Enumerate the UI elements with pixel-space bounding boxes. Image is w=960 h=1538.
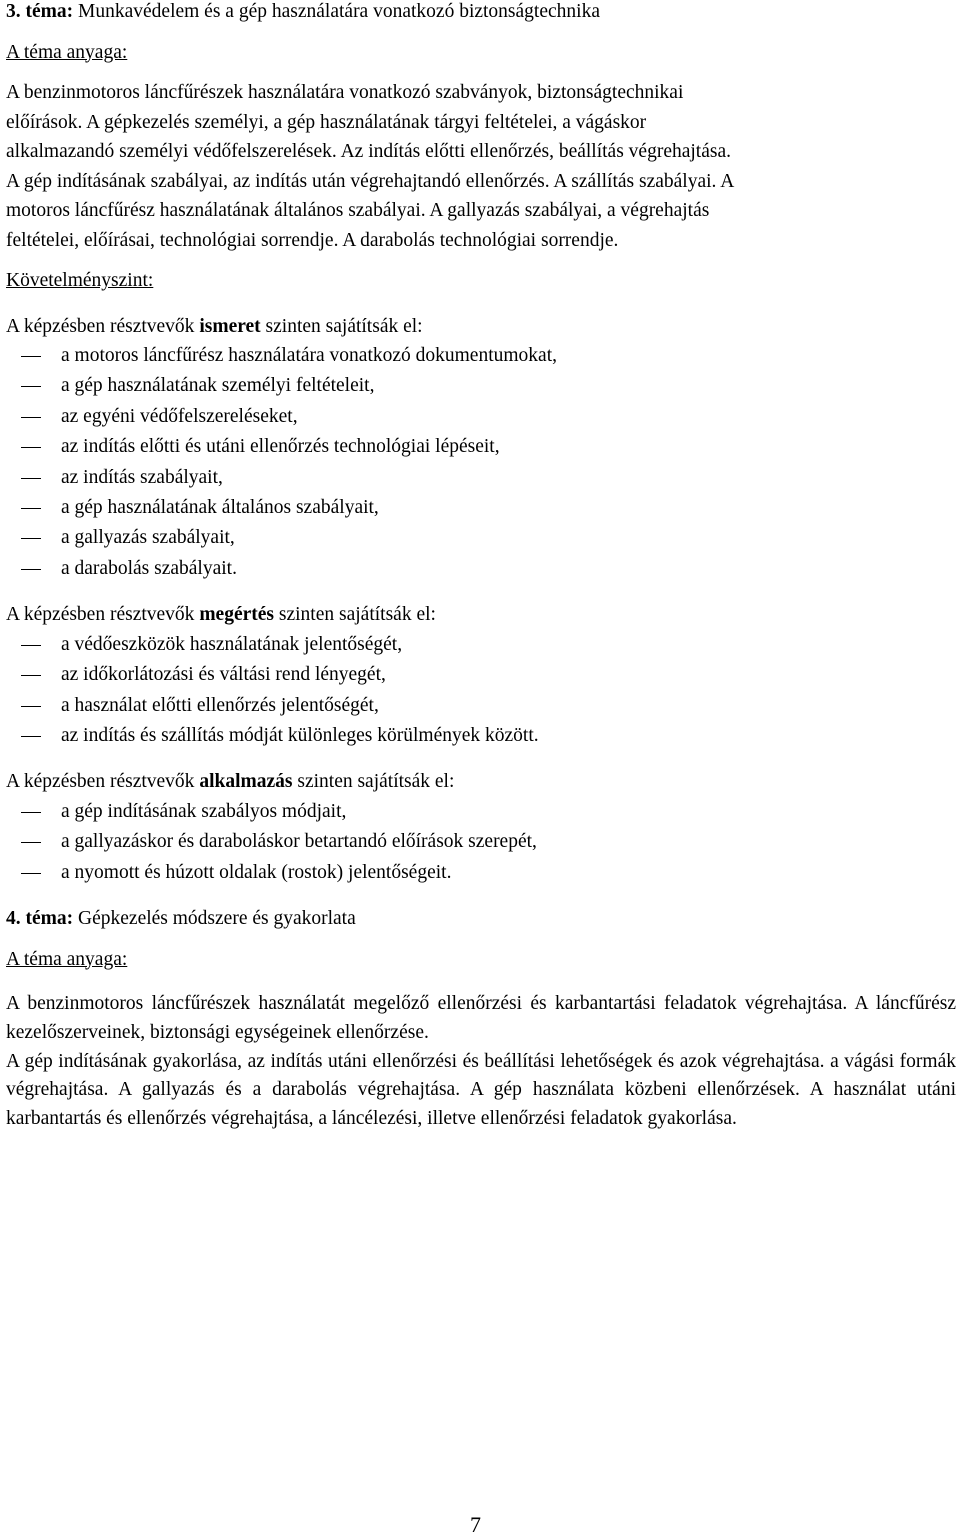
list-item: a motoros láncfűrész használatára vonatkozó dokumentumokat,: [6, 341, 956, 371]
topic-3-heading: [6, 0, 956, 27]
material-line: feltételei, előírásai, technológiai sorrendje. A darabolás technológiai sorrendje.: [6, 229, 619, 251]
understanding-list: [6, 630, 956, 752]
application-level: alkalmazás: [199, 771, 293, 793]
topic-4-heading: [6, 904, 956, 934]
dash-bullet-icon: [21, 812, 41, 813]
material-line: A benzinmotoros láncfűrészek használatára vonatkozó szabványok, biztonságtechnikai: [6, 82, 684, 103]
understanding-intro: A képzésben résztvevők megértés szinten sajátítsák el:: [6, 604, 436, 626]
list-item: az indítás szabályait,: [6, 463, 956, 493]
dash-bullet-icon: [21, 706, 41, 707]
knowledge-list: [6, 341, 956, 584]
dash-bullet-icon: [21, 386, 41, 387]
topic-4-title: Gépkezelés módszere és gyakorlata: [73, 908, 356, 930]
topic-4-paragraph-1: A benzinmotoros láncfűrészek használatát megelőző ellenőrzési és karbantartási feladatok végrehajtása. A láncfűrész kezelőszerveinek, biztonsági egységeinek ellenőrzése.: [6, 993, 956, 1043]
requirement-level-heading: Követelményszint:: [6, 270, 154, 291]
list-item: az időkorlátozási és váltási rend lényegét,: [6, 660, 956, 690]
topic-3-number: 3. téma:: [6, 1, 74, 22]
list-item: a használat előtti ellenőrzés jelentőségét,: [6, 691, 956, 721]
topic-3-material-heading: A téma anyaga:: [6, 41, 128, 63]
list-item: az indítás előtti és utáni ellenőrzés technológiai lépéseit,: [6, 432, 956, 462]
dash-bullet-icon: [21, 569, 41, 570]
dash-bullet-icon: [21, 447, 41, 448]
list-item: a darabolás szabályait.: [6, 554, 956, 584]
application-list: [6, 797, 956, 888]
list-item: a védőeszközök használatának jelentőségét,: [6, 630, 956, 660]
topic-4-paragraph-2: A gép indításának gyakorlása, az indítás utáni ellenőrzési és beállítási lehetőségek és azok végrehajtása. a vágási formák végrehajtása. A gallyazás és a darabolás végrehajtása. A gép használata közbeni ellenőrzések. A használat utáni karbantartás és ellenőrzés végrehajtása, a láncélezési, illetve ellenőrzési feladatok gyakorlása.: [6, 1050, 956, 1130]
list-item: az egyéni védőfelszereléseket,: [6, 402, 956, 432]
list-item: a gép használatának személyi feltételeit,: [6, 371, 956, 401]
topic-4-number: 4. téma:: [6, 908, 74, 930]
material-line: A gép indításának szabályai, az indítás után végrehajtandó ellenőrzés. A szállítás szabályai. A: [6, 170, 735, 192]
list-item: a gép használatának általános szabályait,: [6, 493, 956, 523]
dash-bullet-icon: [21, 356, 41, 357]
dash-bullet-icon: [21, 842, 41, 843]
list-item: az indítás és szállítás módját különleges körülmények között.: [6, 721, 956, 751]
page-number: 7: [470, 1512, 481, 1537]
dash-bullet-icon: [21, 645, 41, 646]
topic-4-material-heading: A téma anyaga:: [6, 948, 128, 970]
topic-3-material: [6, 78, 956, 255]
material-line: alkalmazandó személyi védőfelszerelések. Az indítás előtti ellenőrzés, beállítás végrehajtása.: [6, 141, 731, 162]
dash-bullet-icon: [21, 873, 41, 874]
material-line: motoros láncfűrész használatának általános szabályai. A gallyazás szabályai, a végrehajtás: [6, 200, 710, 221]
list-item: a gallyazás szabályait,: [6, 523, 956, 553]
knowledge-level: ismeret: [199, 315, 261, 337]
topic-3-title: Munkavédelem és a gép használatára vonatkozó biztonságtechnika: [73, 1, 600, 22]
list-item: a gép indításának szabályos módjait,: [6, 797, 956, 827]
dash-bullet-icon: [21, 538, 41, 539]
dash-bullet-icon: [21, 417, 41, 418]
dash-bullet-icon: [21, 478, 41, 479]
dash-bullet-icon: [21, 508, 41, 509]
understanding-level: megértés: [199, 604, 275, 626]
knowledge-intro: A képzésben résztvevők ismeret szinten sajátítsák el:: [6, 315, 423, 337]
list-item: a nyomott és húzott oldalak (rostok) jelentőségeit.: [6, 858, 956, 888]
material-line: előírások. A gépkezelés személyi, a gép használatának tárgyi feltételei, a vágáskor: [6, 111, 647, 133]
dash-bullet-icon: [21, 736, 41, 737]
document-page: [6, 0, 956, 1134]
application-intro: A képzésben résztvevők alkalmazás szinten sajátítsák el:: [6, 771, 455, 793]
dash-bullet-icon: [21, 675, 41, 676]
list-item: a gallyazáskor és daraboláskor betartandó előírások szerepét,: [6, 827, 956, 857]
